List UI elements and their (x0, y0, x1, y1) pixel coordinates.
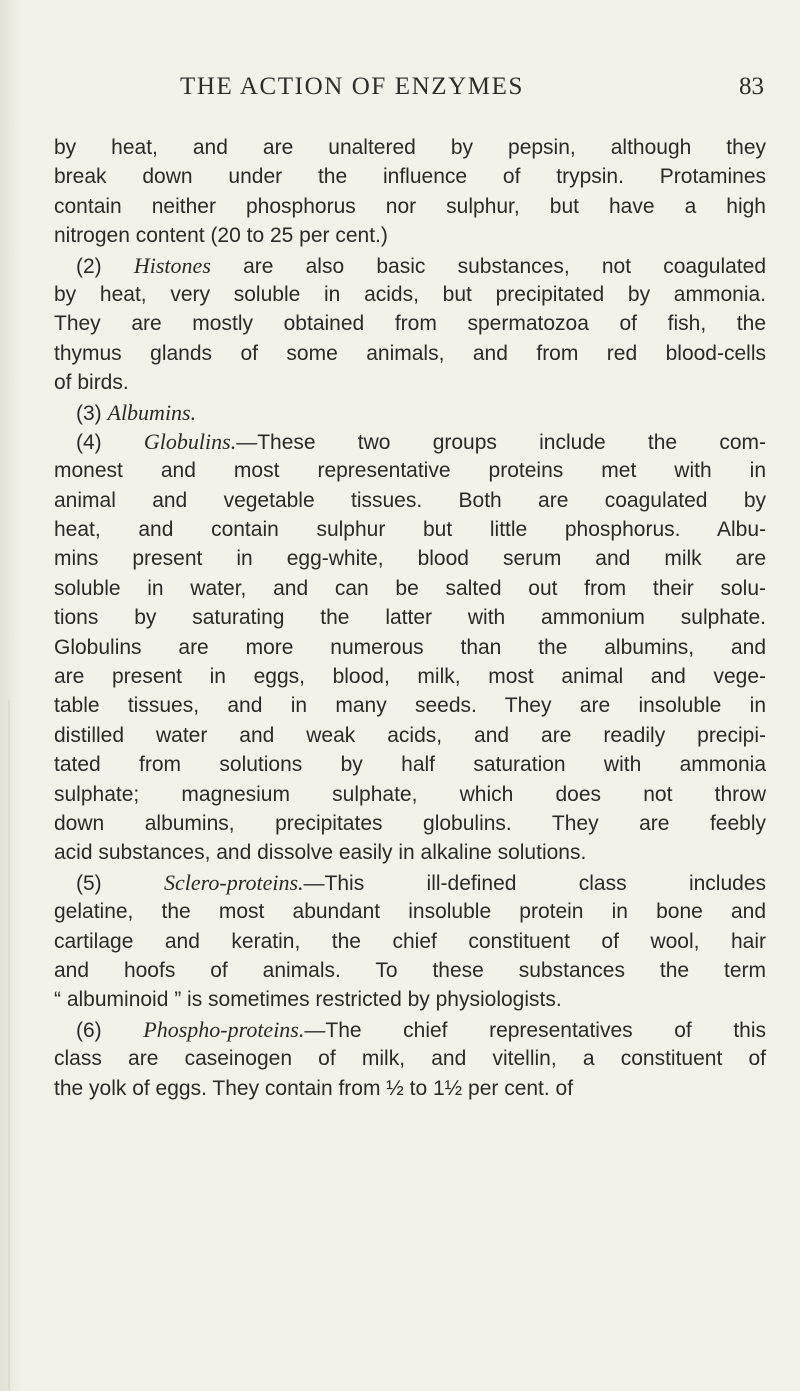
paragraph-number: (5) (76, 871, 165, 895)
page-number: 83 (739, 73, 764, 100)
paragraph-heading: Sclero-proteins. (164, 869, 304, 895)
binding-shadow (0, 0, 22, 1391)
paragraph-number: (4) (76, 430, 144, 454)
text-line: are present in eggs, blood, milk, most animal and vege- (54, 665, 766, 689)
paragraph-heading: Globulins. (143, 428, 237, 454)
text-line: class are caseinogen of milk, and vitellin, a constituent of (54, 1047, 766, 1071)
text-line: sulphate; magnesium sulphate, which does not throw (54, 782, 766, 806)
text-line: and hoofs of animals. To these substances the term (54, 958, 766, 982)
running-head (54, 73, 764, 113)
paragraph-heading: Albumins. (107, 399, 197, 425)
text-line: cartilage and keratin, the chief constituent of wool, hair (54, 929, 766, 953)
text-line: animal and vegetable tissues. Both are coagulated by (54, 488, 766, 512)
text-line: contain neither phosphorus nor sulphur, but have a high (54, 194, 766, 218)
text-line: table tissues, and in many seeds. They are insoluble in (54, 694, 766, 718)
text-line: by heat, very soluble in acids, but precipitated by ammonia. (54, 282, 766, 306)
text-line: tions by saturating the latter with ammonium sulphate. (54, 606, 766, 630)
paragraph-number: (6) (76, 1018, 144, 1042)
paragraph-heading-line (54, 398, 766, 427)
paragraph-heading-line (54, 1015, 766, 1044)
text-line: the yolk of eggs. They contain from ½ to 1½ per cent. of (54, 1076, 574, 1100)
text-line: break down under the influence of trypsin. Protamines (54, 165, 766, 189)
text-line: gelatine, the most abundant insoluble protein in bone and (54, 900, 766, 924)
page-edge-line (8, 700, 10, 1390)
running-title: THE ACTION OF ENZYMES (180, 73, 525, 100)
paragraph-heading: Histones (133, 252, 211, 278)
text-line: They are mostly obtained from spermatozoa of fish, the (54, 312, 766, 336)
text-line: tated from solutions by half saturation with ammonia (54, 753, 766, 777)
paragraph-heading-line (54, 868, 766, 897)
paragraph-text: —This ill-defined class includes (303, 871, 766, 895)
text-line: of birds. (54, 371, 129, 395)
text-line: “ albuminoid ” is sometimes restricted by physiologists. (54, 988, 562, 1012)
paragraph-text: are also basic substances, not coagulated (210, 254, 767, 278)
text-line: down albumins, precipitates globulins. They are feebly (54, 811, 766, 835)
paragraph-heading: Phospho-proteins. (143, 1016, 305, 1042)
paragraph-heading-line (54, 427, 766, 456)
text-line: nitrogen content (20 to 25 per cent.) (54, 224, 388, 248)
paragraph-text: —The chief representatives of this (304, 1018, 767, 1042)
text-line: acid substances, and dissolve easily in alkaline solutions. (54, 841, 587, 865)
paragraph-heading-line (54, 251, 766, 280)
text-line: distilled water and weak acids, and are readily precipi- (54, 723, 766, 747)
text-line: mins present in egg-white, blood serum and milk are (54, 547, 766, 571)
text-line: thymus glands of some animals, and from red blood-cells (54, 341, 766, 365)
body-text (54, 133, 766, 1103)
paragraph-number: (2) (76, 254, 134, 278)
text-line: heat, and contain sulphur but little phosphorus. Albu- (54, 518, 766, 542)
text-line: monest and most representative proteins met with in (54, 459, 766, 483)
paragraph-number: (3) (76, 401, 108, 425)
text-line: by heat, and are unaltered by pepsin, although they (54, 136, 766, 159)
text-line: Globulins are more numerous than the albumins, and (54, 635, 766, 659)
paragraph-text: —These two groups include the com- (236, 430, 767, 454)
text-line: soluble in water, and can be salted out from their solu- (54, 576, 766, 600)
